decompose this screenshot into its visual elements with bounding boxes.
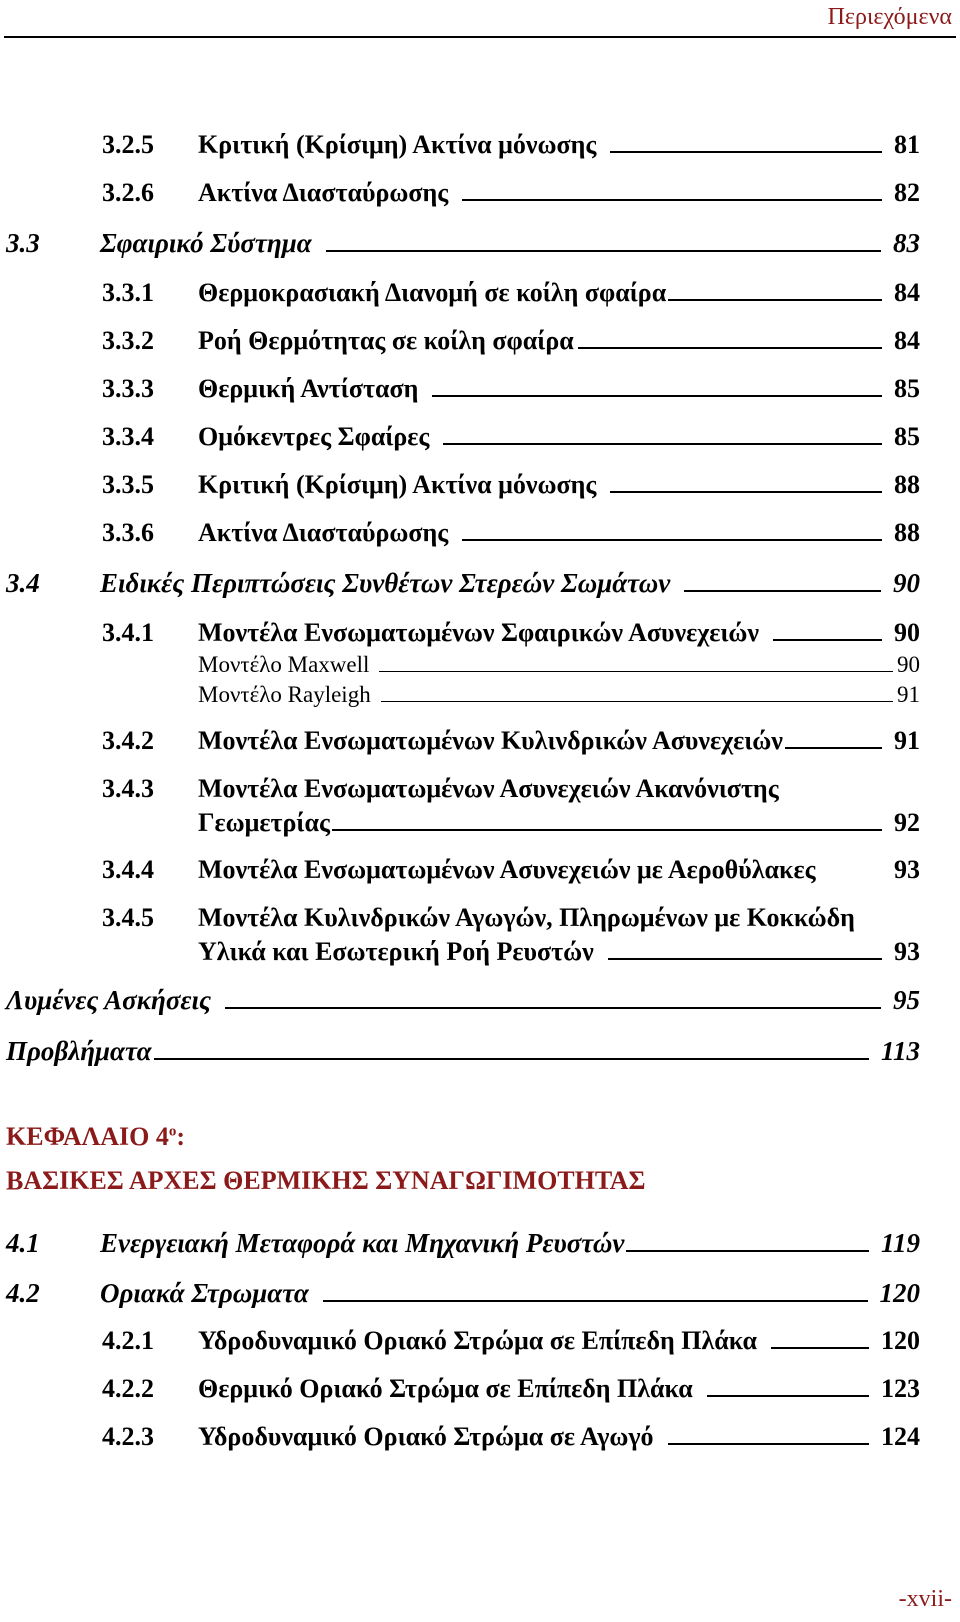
toc-entry-page: 88: [894, 518, 920, 547]
toc-entry-number: 3.4.1: [102, 618, 154, 647]
toc-leader-line: [462, 539, 882, 541]
toc-entry-page: 83: [893, 228, 920, 258]
toc-entry[interactable]: [102, 130, 920, 160]
toc-leader-line: [771, 1347, 869, 1349]
toc-entry-title: Λυμένες Ασκήσεις: [6, 985, 212, 1015]
toc-entry-title: Μοντέλο Rayleigh: [198, 682, 371, 707]
toc-subentry[interactable]: [198, 682, 920, 708]
toc-entry-title: Ομόκεντρες Σφαίρες: [198, 422, 430, 451]
toc-entry-page: 124: [881, 1422, 920, 1451]
toc-leader-line: [578, 347, 882, 349]
toc-entry-page: 93: [894, 937, 920, 966]
toc-entry[interactable]: [102, 618, 920, 648]
toc-entry-page: 90: [893, 568, 920, 598]
toc-leader-line: [707, 1395, 869, 1397]
toc-entry-multiline[interactable]: [102, 774, 920, 844]
chapter-ordinal: ο: [168, 1123, 177, 1140]
toc-entry[interactable]: [102, 1422, 920, 1452]
toc-section-entry[interactable]: [6, 568, 920, 599]
toc-section-entry[interactable]: [6, 1228, 920, 1259]
toc-entry-number: 3.3.2: [102, 326, 154, 355]
toc-entry-page: 90: [897, 652, 920, 677]
toc-entry-title: Ειδικές Περιπτώσεις Συνθέτων Στερεών Σωμάτων: [100, 568, 671, 598]
toc-entry-title: Οριακά Στρωματα: [100, 1278, 309, 1308]
toc-entry-title: Θερμοκρασιακή Διανομή σε κοίλη σφαίρα: [198, 278, 667, 307]
toc-entry-title: Σφαιρικό Σύστημα: [100, 228, 312, 258]
toc-entry-title: Προβλήματα: [6, 1036, 152, 1066]
chapter-heading: [6, 1122, 185, 1152]
toc-entry-title: Θερμικό Οριακό Στρώμα σε Επίπεδη Πλάκα: [198, 1374, 693, 1403]
chapter-label: ΚΕΦΑΛΑΙΟ 4: [6, 1122, 169, 1151]
toc-entry-number: 4.1: [6, 1228, 40, 1258]
toc-leader-line: [323, 1300, 868, 1302]
chapter-subtitle: ΒΑΣΙΚΕΣ ΑΡΧΕΣ ΘΕΡΜΙΚΗΣ ΣΥΝΑΓΩΓΙΜΟΤΗΤΑΣ: [6, 1166, 646, 1195]
toc-entry[interactable]: [102, 726, 920, 756]
toc-entry-number: 3.3: [6, 228, 40, 258]
toc-entry-page: 95: [893, 985, 920, 1015]
toc-entry-page: 91: [897, 682, 920, 707]
toc-entry[interactable]: [102, 855, 920, 885]
toc-entry[interactable]: [102, 326, 920, 356]
toc-leader-line: [379, 671, 893, 672]
toc-section-entry[interactable]: [6, 985, 920, 1016]
toc-leader-line: [610, 151, 882, 153]
toc-entry-number: 3.2.6: [102, 178, 154, 207]
toc-leader-line: [462, 199, 882, 201]
toc-entry-number: 4.2.3: [102, 1422, 154, 1451]
chapter-colon: :: [176, 1122, 186, 1151]
toc-entry-page: 90: [894, 618, 920, 647]
toc-leader-line: [785, 747, 882, 749]
page-header-title: Περιεχόμενα: [827, 4, 952, 30]
toc-entry[interactable]: [102, 518, 920, 548]
toc-entry-title: Μοντέλα Ενσωματωμένων Σφαιρικών Ασυνεχειών: [198, 618, 760, 647]
toc-entry-number: 4.2: [6, 1278, 40, 1308]
toc-entry-page: 120: [881, 1326, 920, 1355]
toc-entry[interactable]: [102, 178, 920, 208]
toc-entry-page: 84: [894, 278, 920, 307]
toc-entry-title: Θερμική Αντίσταση: [198, 374, 419, 403]
toc-section-entry[interactable]: [6, 228, 920, 259]
toc-leader-line: [626, 1250, 869, 1252]
toc-entry-page: 123: [881, 1374, 920, 1403]
toc-entry-title: Ροή Θερμότητας σε κοίλη σφαίρα: [198, 326, 574, 355]
toc-subentry[interactable]: [198, 652, 920, 678]
toc-entry-number: 3.4.4: [102, 855, 154, 884]
toc-leader-line: [225, 1007, 881, 1009]
toc-entry-page: 85: [894, 422, 920, 451]
toc-entry-title: Ακτίνα Διασταύρωσης: [198, 178, 449, 207]
toc-entry[interactable]: [102, 374, 920, 404]
toc-entry-page: 120: [879, 1278, 920, 1308]
toc-leader-line: [684, 590, 881, 592]
toc-entry-number: 4.2.1: [102, 1326, 154, 1355]
toc-entry-number: 3.4: [6, 568, 40, 598]
toc-entry-title-line2: Γεωμετρίας: [198, 808, 330, 837]
toc-section-entry[interactable]: [6, 1036, 920, 1067]
toc-entry[interactable]: [102, 1326, 920, 1356]
toc-entry-page: 92: [894, 808, 920, 837]
toc-entry[interactable]: [102, 278, 920, 308]
toc-entry-number: 3.3.5: [102, 470, 154, 499]
toc-entry-title-line1: Μοντέλα Κυλινδρικών Αγωγών, Πληρωμένων με Κοκκώδη: [198, 903, 855, 932]
header-divider: [4, 36, 956, 38]
toc-entry[interactable]: [102, 1374, 920, 1404]
toc-leader-line: [668, 1443, 869, 1445]
toc-entry[interactable]: [102, 470, 920, 500]
toc-entry-number: 3.3.6: [102, 518, 154, 547]
toc-entry-title: Υδροδυναμικό Οριακό Στρώμα σε Αγωγό: [198, 1422, 654, 1451]
toc-entry-number: 3.3.1: [102, 278, 154, 307]
toc-entry-multiline[interactable]: [102, 903, 920, 973]
toc-entry-number: 3.3.3: [102, 374, 154, 403]
toc-entry-title: Μοντέλα Ενσωματωμένων Ασυνεχειών με Αεροθύλακες: [198, 855, 816, 884]
toc-leader-line: [381, 701, 893, 702]
toc-leader-line: [326, 250, 881, 252]
toc-entry-title: Ενεργειακή Μεταφορά και Μηχανική Ρευστών: [100, 1228, 625, 1258]
toc-entry-title: Κριτική (Κρίσιμη) Ακτίνα μόνωσης: [198, 470, 597, 499]
toc-entry-title: Κριτική (Κρίσιμη) Ακτίνα μόνωσης: [198, 130, 597, 159]
toc-entry-page: 91: [894, 726, 920, 755]
toc-entry-number: 3.4.3: [102, 774, 154, 803]
toc-entry-number: 4.2.2: [102, 1374, 154, 1403]
toc-entry-title: Ακτίνα Διασταύρωσης: [198, 518, 449, 547]
toc-entry-title-line1: Μοντέλα Ενσωματωμένων Ασυνεχειών Ακανόνιστης: [198, 774, 779, 803]
toc-entry-number: 3.4.2: [102, 726, 154, 755]
toc-leader-line: [773, 639, 882, 641]
toc-entry-page: 81: [894, 130, 920, 159]
toc-entry-title: Μοντέλα Ενσωματωμένων Κυλινδρικών Ασυνεχειών: [198, 726, 783, 755]
toc-leader-line: [332, 829, 882, 831]
toc-entry-page: 88: [894, 470, 920, 499]
toc-entry-number: 3.3.4: [102, 422, 154, 451]
toc-leader-line: [154, 1058, 869, 1060]
toc-entry-page: 113: [880, 1036, 920, 1066]
toc-entry-title: Υδροδυναμικό Οριακό Στρώμα σε Επίπεδη Πλάκα: [198, 1326, 757, 1355]
toc-entry-title: Μοντέλο Maxwell: [198, 652, 370, 677]
toc-leader-line: [822, 876, 888, 878]
toc-leader-line: [610, 491, 882, 493]
toc-entry-page: 84: [894, 326, 920, 355]
page-number-footer: -xvii-: [898, 1586, 952, 1612]
toc-entry-number: 3.2.5: [102, 130, 154, 159]
toc-entry[interactable]: [102, 422, 920, 452]
toc-entry-page: 119: [880, 1228, 920, 1258]
toc-entry-page: 85: [894, 374, 920, 403]
toc-entry-page: 93: [894, 855, 920, 884]
toc-leader-line: [668, 299, 882, 301]
toc-entry-title-line2: Υλικά και Εσωτερική Ροή Ρευστών: [198, 937, 594, 966]
toc-entry-number: 3.4.5: [102, 903, 154, 932]
toc-leader-line: [608, 958, 882, 960]
toc-leader-line: [432, 395, 882, 397]
toc-leader-line: [443, 443, 882, 445]
toc-section-entry[interactable]: [6, 1278, 920, 1309]
toc-entry-page: 82: [894, 178, 920, 207]
